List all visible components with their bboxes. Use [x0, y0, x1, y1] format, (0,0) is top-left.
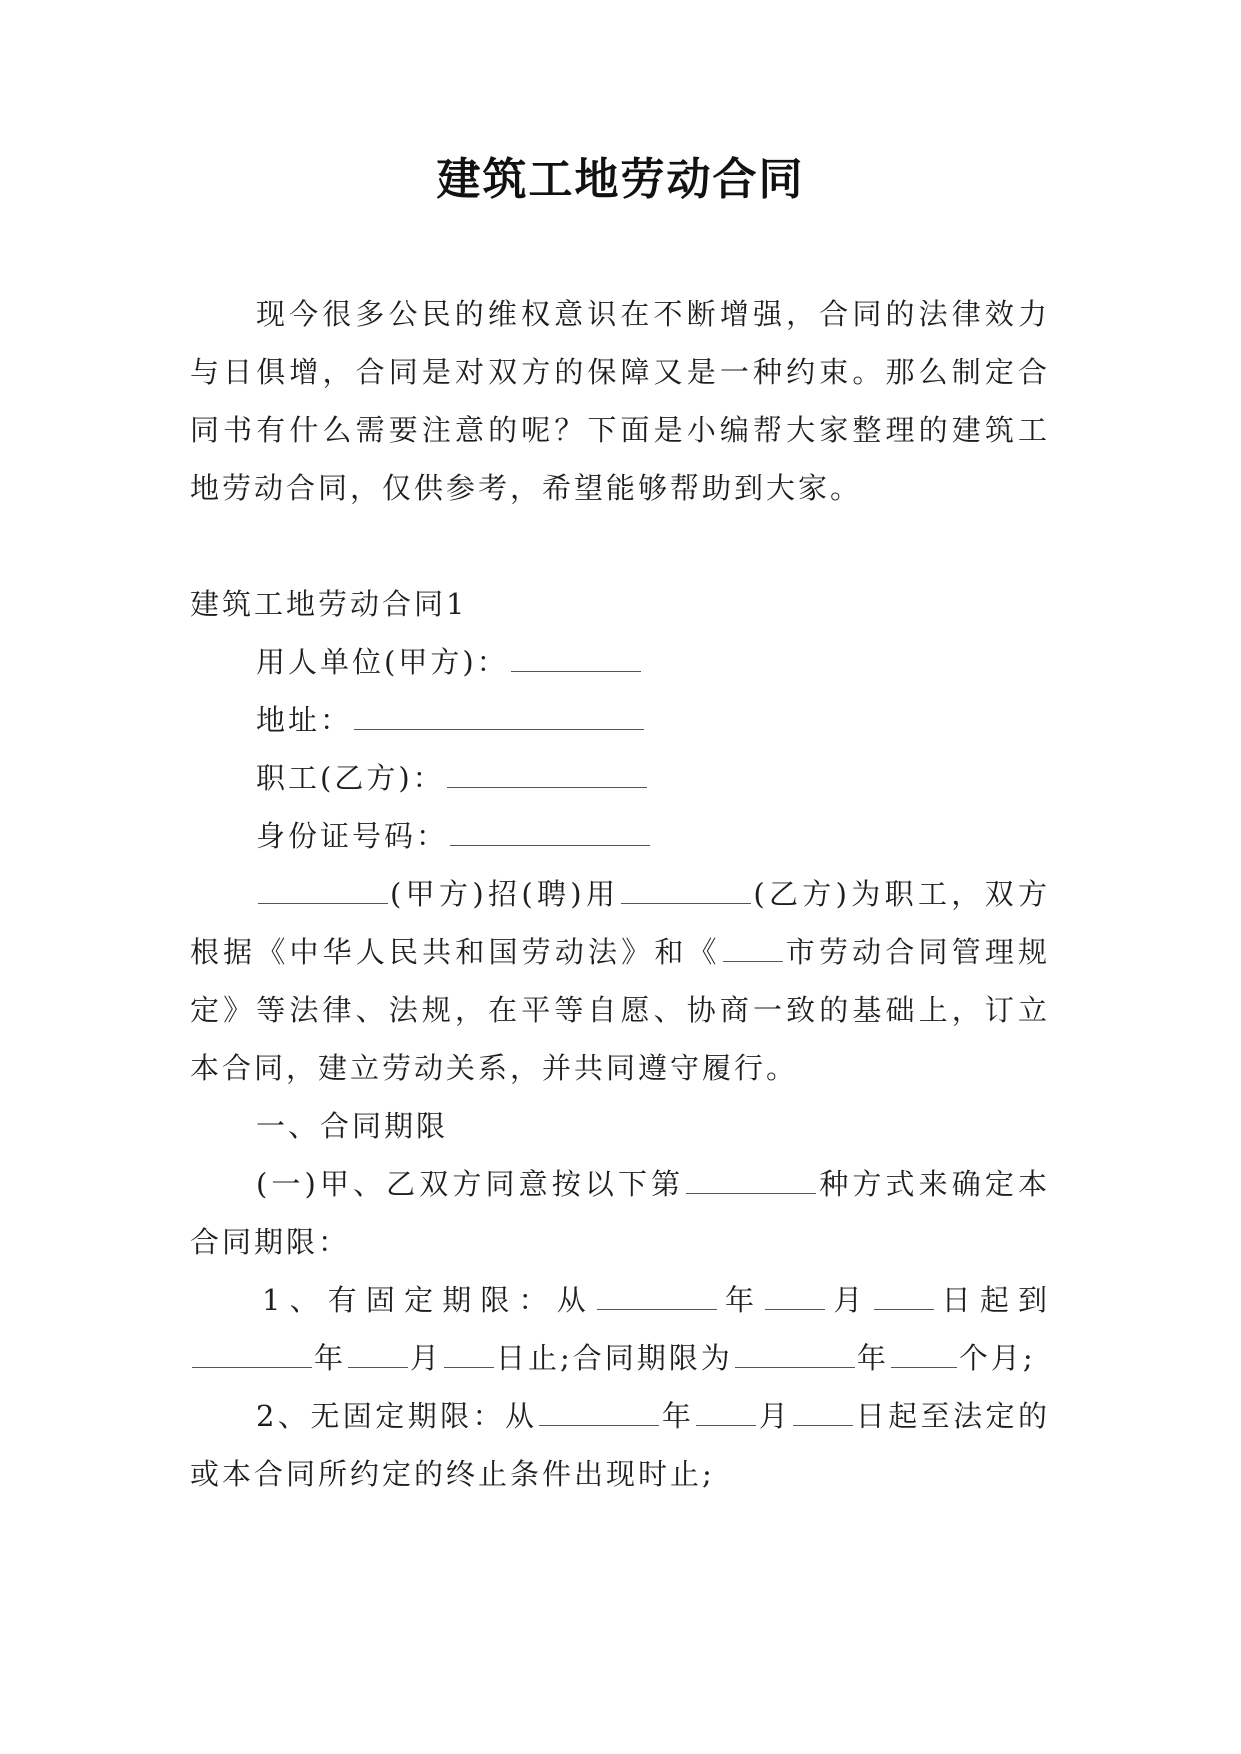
employer-name-blank [258, 873, 388, 904]
open-term-text-b: 日起至法定的或本合同所约定的终止条件出现时止; [190, 1399, 1050, 1491]
start-year-blank [597, 1279, 717, 1310]
open-start-day-blank [793, 1395, 853, 1426]
duration-month-label: 个月; [958, 1341, 1036, 1375]
employer-blank [511, 641, 641, 672]
address-blank [354, 699, 644, 730]
open-start-month-blank [696, 1395, 756, 1426]
duration-year-blank [735, 1337, 855, 1368]
preamble-text-a: (甲方)招(聘)用 [390, 877, 620, 911]
open-term-item [190, 1387, 1050, 1503]
start-day-blank [874, 1279, 934, 1310]
preamble-paragraph [190, 865, 1050, 1097]
address-line [190, 691, 1050, 749]
fixed-term-item [190, 1271, 1050, 1387]
id-number-line [190, 807, 1050, 865]
term-clause [190, 1155, 1050, 1271]
document-title: 建筑工地劳动合同 [436, 154, 805, 205]
end-month-label: 月 [410, 1341, 443, 1375]
start-year-label: 年 [718, 1283, 764, 1317]
end-year-label: 年 [314, 1341, 347, 1375]
duration-month-blank [891, 1337, 957, 1368]
employer-label: 用人单位(甲方)： [256, 645, 509, 679]
open-term-text: 2、无固定期限：从 [256, 1399, 538, 1433]
duration-year-label: 年 [856, 1341, 889, 1375]
employee-line [190, 749, 1050, 807]
end-year-blank [192, 1337, 312, 1368]
start-day-label: 日起到 [935, 1283, 1050, 1317]
term-method-blank [686, 1163, 816, 1194]
open-start-year-label: 年 [661, 1399, 695, 1433]
preamble-text-b: (乙方)为职工，双方根据《中华人民共和国劳动法》和《 [190, 877, 1050, 969]
term-clause-text-b: 种方式来确定本合同期限： [190, 1167, 1050, 1259]
city-blank [723, 931, 783, 962]
term-clause-text-a: (一)甲、乙双方同意按以下第 [256, 1167, 685, 1201]
preamble-text-c: 市劳动合同管理规定》等法律、法规，在平等自愿、协商一致的基础上，订立本合同，建立劳动关系，并共同遵守履行。 [190, 935, 1050, 1085]
employee-blank [447, 757, 647, 788]
employer-line [190, 633, 1050, 691]
open-start-month-label: 月 [758, 1399, 792, 1433]
fixed-term-text: 1、有固定期限：从 [262, 1283, 595, 1317]
address-label: 地址： [256, 703, 353, 737]
intro-paragraph: 现今很多公民的维权意识在不断增强，合同的法律效力与日俱增，合同是对双方的保障又是一种约束。那么制定合同书有什么需要注意的呢？下面是小编帮大家整理的建筑工地劳动合同，仅供参考，希望能够帮助到大家。 [190, 297, 1050, 505]
section-heading: 建筑工地劳动合同1 [190, 587, 468, 621]
end-month-blank [348, 1337, 408, 1368]
chapter-heading-term: 一、合同期限 [256, 1109, 449, 1143]
end-day-label: 日止;合同期限为 [496, 1341, 733, 1375]
id-number-label: 身份证号码： [256, 819, 449, 853]
id-number-blank [450, 815, 650, 846]
start-month-label: 月 [827, 1283, 872, 1317]
employee-label: 职工(乙方)： [256, 761, 445, 795]
open-start-year-blank [539, 1395, 659, 1426]
end-day-blank [444, 1337, 494, 1368]
document-body [190, 285, 1050, 1503]
start-month-blank [765, 1279, 825, 1310]
employee-name-blank [621, 873, 751, 904]
